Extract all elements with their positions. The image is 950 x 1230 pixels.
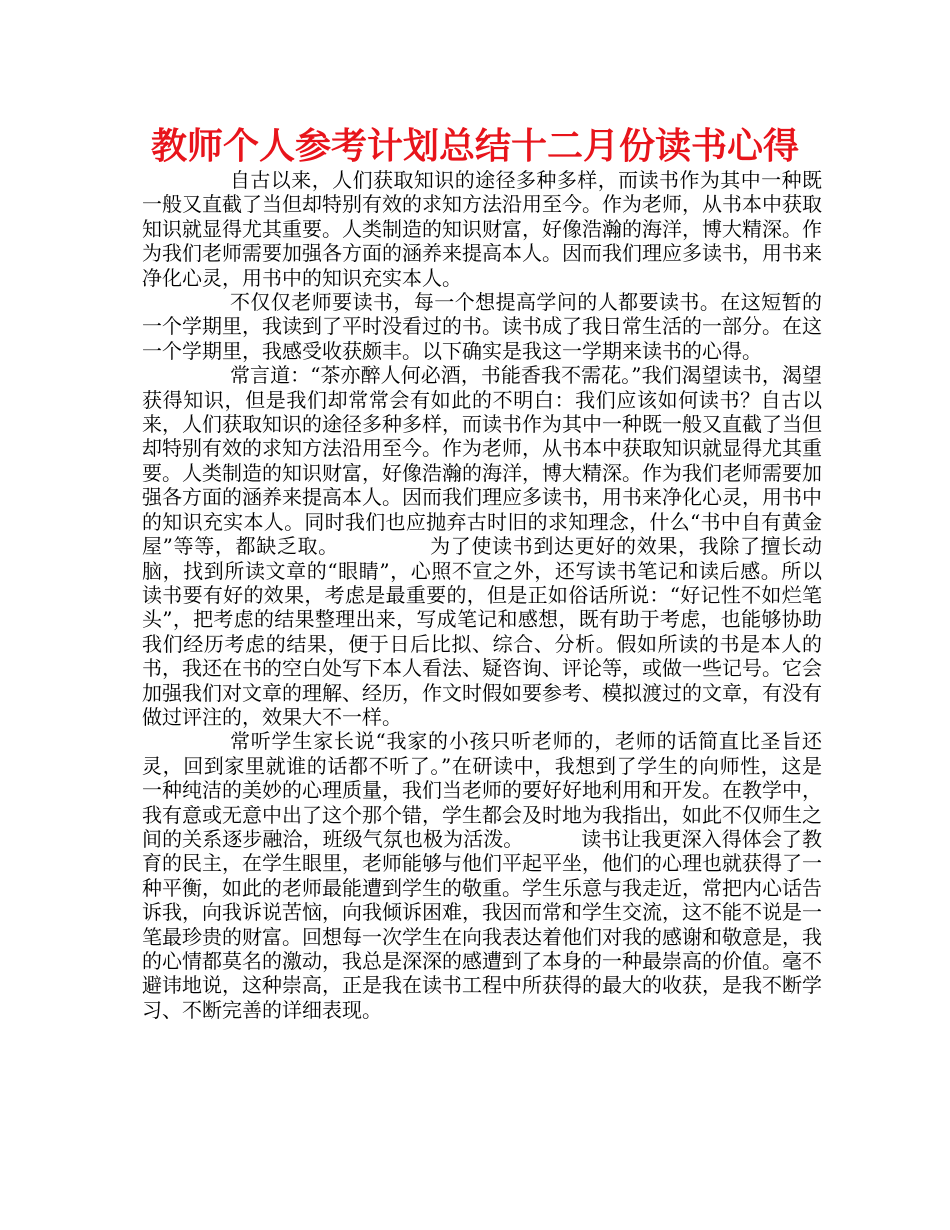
paragraph-4: 常听学生家长说“我家的小孩只听老师的，老师的话简直比圣旨还灵，回到家里就谁的话都不听了。”在研读中，我想到了学生的向师性，这是一种纯洁的美妙的心理质量，我们当老师的要好好地利用和开发。在教学中，我有意或无意中出了这个那个错，学生都会及时地为我指出，如此不仅师生之间的关系逐步融洽，班级气氛也极为活泼。 读书让我更深入得体会了教育的民主，在学生眼里，老师能够与他们平起平坐，他们的心理也就获得了一种平衡，如此的老师最能遭到学生的敬重。学生乐意与我走近，常把内心话告诉我，向我诉说苦恼，向我倾诉困难，我因而常和学生交流，这不能不说是一笔最珍贵的财富。回想每一次学生在向我表达着他们对我的感谢和敬意是，我的心情都莫名的激动，我总是深深的感遭到了本身的一种最崇高的价值。毫不避讳地说，这种崇高，正是我在读书工程中所获得的最大的收获，是我不断学习、不断完善的详细表现。 (142, 729, 822, 1022)
paragraph-3: 常言道：“茶亦醉人何必酒，书能香我不需花。”我们渴望读书，渴望获得知识，但是我们却常常会有如此的不明白：我们应该如何读书？自古以来，人们获取知识的途径多种多样，而读书作为其中一种既一般又直截了当但却特别有效的求知方法沿用至今。作为老师，从书本中获取知识就显得尤其重要。人类制造的知识财富，好像浩瀚的海洋，博大精深。作为我们老师需要加强各方面的涵养来提高本人。因而我们理应多读书，用书来净化心灵，用书中的知识充实本人。同时我们也应抛弃古时旧的求知理念，什么“书中自有黄金屋”等等，都缺乏取。 为了使读书到达更好的效果，我除了擅长动脑，找到所读文章的“眼睛”，心照不宣之外，还写读书笔记和读后感。所以读书要有好的效果，考虑是最重要的，但是正如俗话所说：“好记性不如烂笔头”，把考虑的结果整理出来，写成笔记和感想，既有助于考虑，也能够协助我们经历考虑的结果，便于日后比拟、综合、分析。假如所读的书是本人的书，我还在书的空白处写下本人看法、疑咨询、评论等，或做一些记号。它会加强我们对文章的理解、经历，作文时假如要参考、模拟渡过的文章，有没有做过评注的，效果大不一样。 (142, 363, 822, 729)
document-title: 教师个人参考计划总结十二月份读书心得 (150, 126, 799, 167)
document-body (142, 168, 822, 1022)
paragraph-2: 不仅仅老师要读书，每一个想提高学问的人都要读书。在这短暂的一个学期里，我读到了平时没看过的书。读书成了我日常生活的一部分。在这一个学期里，我感受收获颇丰。以下确实是我这一学期来读书的心得。 (142, 290, 822, 363)
paragraph-1: 自古以来，人们获取知识的途径多种多样，而读书作为其中一种既一般又直截了当但却特别有效的求知方法沿用至今。作为老师，从书本中获取知识就显得尤其重要。人类制造的知识财富，好像浩瀚的海洋，博大精深。作为我们老师需要加强各方面的涵养来提高本人。因而我们理应多读书，用书来净化心灵，用书中的知识充实本人。 (142, 168, 822, 290)
